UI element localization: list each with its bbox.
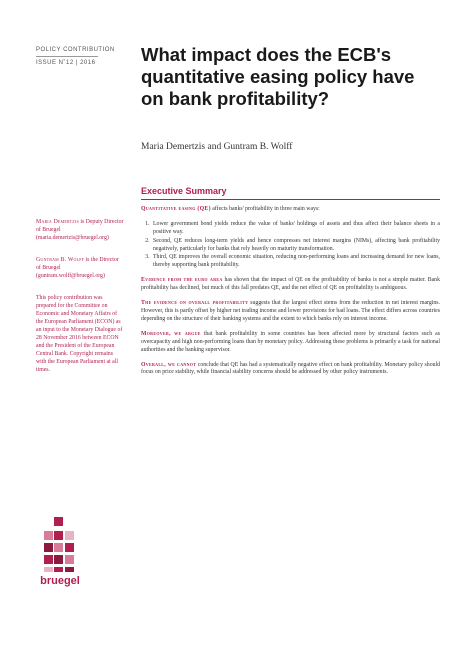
author-bio [36,256,124,280]
logo-block [65,567,74,572]
logo-block [54,517,63,526]
section-title: Executive Summary [141,186,227,196]
sidebar [36,218,124,374]
authors: Maria Demertzis and Guntram B. Wolff [141,142,293,152]
paragraph-text: that bank profitability in some countries has been affected more by structural factors such as overcapacity and high non-performing loans than by monetary policy. Addressing these problems is primarily a task for national authorities and the banking supervisor. [141,330,440,353]
author-bio-text: is the Director of Bruegel (guntram.wolff@bruegel.org) [36,257,119,279]
contribution-note: This policy contribution was prepared for the Committee on Economic and Monetary Affairs of the European Parliament (ECON) as an input to the Monetary Dialogue of 28 November 2016 between ECON and the President of the European Central Bank. Copyright remains with the European Parliament at all times. [36,295,123,373]
logo-block [65,543,74,552]
logo-wordmark: bruegel [40,575,80,587]
author-bio [36,218,124,242]
summary-paragraph [141,277,440,293]
logo-block [44,543,53,552]
list-item: 3. Third, QE improves the overall economic situation, reducing non-performing loans and increasing demand for new loans, thereby supporting bank profitability. [151,254,440,270]
series-label [36,46,126,67]
paragraph-lead: Evidence from the euro area [141,277,223,284]
document-title: What impact does the ECB's quantitative easing policy have on bank profitability? [141,44,415,109]
logo-block [54,543,63,552]
paragraph-lead: The evidence on overall profitability [141,300,249,307]
issue-number: ISSUE N˚12 | 2016 [36,60,96,66]
paragraph-text: has shown that the impact of QE on the profitability of banks is not a simple matter. Bank profitability has declined, but much of this fall predates QE, and the net effect of QE on profitability is ambiguous. [141,277,440,292]
paragraph-lead: Overall, we cannot [141,361,197,368]
summary-paragraph [141,300,440,324]
section-rule [141,199,440,200]
logo-block [44,567,53,572]
effects-list [141,221,440,270]
summary-paragraph [141,362,440,378]
logo-block [65,531,74,540]
series-rule [36,56,98,57]
series-name: POLICY CONTRIBUTION [36,47,115,53]
paragraph-text: conclude that QE has had a systematically negative effect on bank profitability. Monetary policy should focus on price stability, while financial stability concerns should be addressed by other policy instruments. [141,361,440,376]
logo-block [44,555,53,564]
logo-block [44,531,53,540]
logo-block [54,555,63,564]
paragraph-lead: Quantitative easing (QE) [141,205,211,212]
paragraph-lead: Moreover, we argue [141,330,201,337]
logo-block [54,567,63,572]
logo-block [65,555,74,564]
list-item: 1. Lower government bond yields reduce the value of banks' holdings of assets and thus affect their balance sheets in a positive way. [151,221,440,237]
paragraph-text: suggests that the largest effect stems from the reduction in net interest margins. However, this is partly offset by higher net trading income and lower provisions for bad loans. The effect differs across countries depending on the structure of their banking systems and the extent to which banks rely on interest income. [141,300,440,322]
executive-summary [141,188,440,384]
bruegel-logo-icon [34,517,84,607]
paragraph-text: affects banks' profitability in three main ways: [210,205,320,212]
list-item: 2. Second, QE reduces long-term yields and hence compresses net interest margins (NIMs), affecting bank profitability negatively, particularly for banks that rely heavily on maturity transformation. [151,238,440,254]
author-name: Maria Demertzis [36,219,79,225]
author-name: Guntram B. Wolff [36,257,85,263]
logo-block [54,531,63,540]
summary-paragraph [141,206,440,214]
author-bio-text: is Deputy Director of Bruegel (maria.demertzis@bruegel.org) [36,219,124,241]
summary-paragraph [141,331,440,355]
